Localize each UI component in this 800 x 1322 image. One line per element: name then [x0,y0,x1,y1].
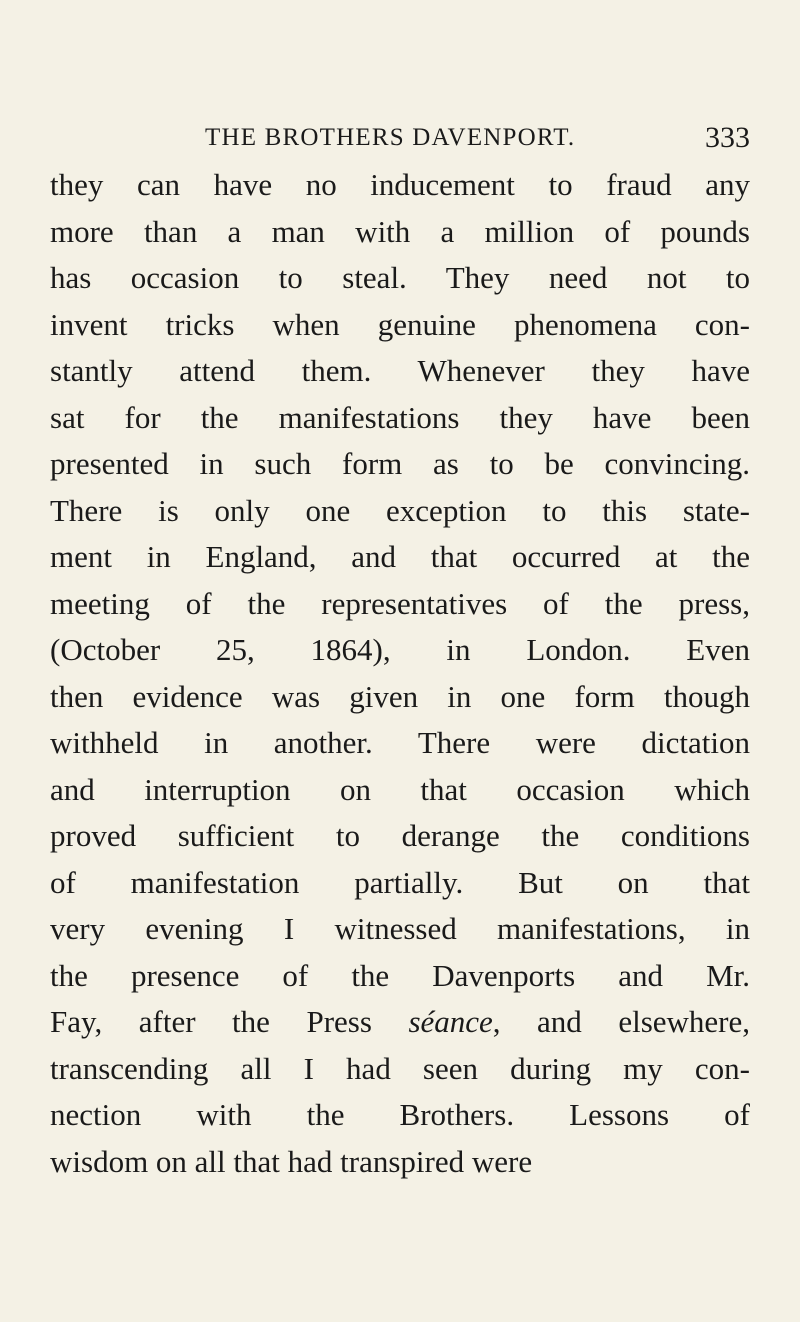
text-line: invent tricks when genuine phenomena con- [50,306,750,342]
text-segment: Fay, after the Press [50,1004,372,1039]
text-line: presented in such form as to be convincing. [50,446,750,481]
page-number: 333 [705,121,750,154]
text-line: withheld in another. There were dictation [50,725,750,760]
text-line: stantly attend them. Whenever they have [50,353,750,388]
italic-word: séance [408,1004,493,1039]
text-line: wisdom on all that had transpired were [50,1143,533,1179]
text-line: they can have no inducement to fraud any [50,167,750,202]
text-line: ment in England, and that occurred at the [50,539,750,574]
text-line: then evidence was given in one form though [50,678,750,714]
text-line: proved sufficient to derange the conditions [50,818,750,853]
text-line: sat for the manifestations they have been [50,399,750,435]
text-segment: , and elsewhere, [492,1004,751,1039]
text-line: of manifestation partially. But on that [50,864,750,900]
text-line-mixed [50,999,750,1046]
text-line: very evening I witnessed manifestations, in [50,911,750,946]
text-line: nection with the Brothers. Lessons of [50,1097,750,1132]
text-line: and interruption on that occasion which [50,771,750,807]
text-line: (October 25, 1864), in London. Even [50,632,750,667]
body-text [50,162,750,1185]
text-line: meeting of the representatives of the press, [50,585,750,621]
text-line: transcending all I had seen during my con- [50,1050,750,1086]
text-line: more than a man with a million of pounds [50,213,750,249]
text-line: has occasion to steal. They need not to [50,260,750,295]
running-title: THE BROTHERS DAVENPORT. [205,124,576,151]
text-line: the presence of the Davenports and Mr. [50,957,750,993]
text-line: There is only one exception to this state- [50,492,750,528]
running-head [0,118,800,158]
